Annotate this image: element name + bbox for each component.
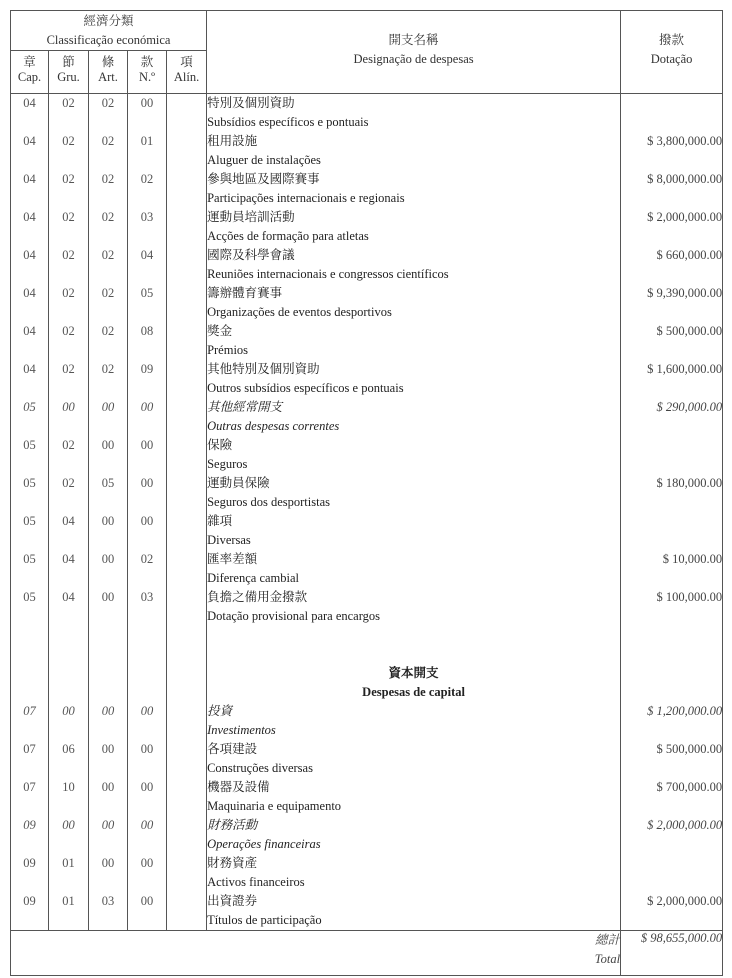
designation-zh: 特別及個別資助 xyxy=(207,96,295,110)
code-alin xyxy=(167,436,207,474)
designation-pt: Prémios xyxy=(207,343,249,357)
code-alin xyxy=(167,740,207,778)
table-row xyxy=(11,132,723,170)
code-cap: 05 xyxy=(11,436,49,474)
capital-heading xyxy=(11,626,723,702)
designation-zh: 財務資產 xyxy=(207,856,258,870)
amount-cell: $ 500,000.00 xyxy=(621,322,723,360)
code-cap: 05 xyxy=(11,588,49,626)
designation-pt: Participações internacionais e regionais xyxy=(207,191,405,205)
designation-zh: 其他經常開支 xyxy=(207,400,283,414)
designation-zh: 財務活動 xyxy=(207,818,258,832)
code-gru: 02 xyxy=(49,246,89,284)
code-gru: 02 xyxy=(49,360,89,398)
amount-cell: $ 10,000.00 xyxy=(621,550,723,588)
amount-cell xyxy=(621,854,723,892)
code-no: 00 xyxy=(128,398,167,436)
amount-cell: $ 660,000.00 xyxy=(621,246,723,284)
code-cap: 07 xyxy=(11,702,49,740)
code-no: 00 xyxy=(128,436,167,474)
code-alin xyxy=(167,474,207,512)
amount-cell: $ 100,000.00 xyxy=(621,588,723,626)
code-alin xyxy=(167,512,207,550)
code-cap: 07 xyxy=(11,778,49,816)
code-alin xyxy=(167,208,207,246)
code-no: 00 xyxy=(128,702,167,740)
designation-cell xyxy=(207,512,621,550)
designation-pt: Activos financeiros xyxy=(207,875,305,889)
code-art: 02 xyxy=(89,208,128,246)
amount-cell: $ 2,000,000.00 xyxy=(621,892,723,931)
code-alin xyxy=(167,132,207,170)
code-gru: 04 xyxy=(49,550,89,588)
code-no: 00 xyxy=(128,778,167,816)
designation-cell xyxy=(207,208,621,246)
code-art: 03 xyxy=(89,892,128,931)
designation-pt: Investimentos xyxy=(207,723,276,737)
designation-cell xyxy=(207,322,621,360)
code-no: 08 xyxy=(128,322,167,360)
designation-zh: 各項建設 xyxy=(207,742,258,756)
code-art: 00 xyxy=(89,398,128,436)
designation-cell xyxy=(207,702,621,740)
amount-cell: $ 2,000,000.00 xyxy=(621,208,723,246)
code-alin xyxy=(167,892,207,931)
header-row-top xyxy=(11,11,723,51)
table-row xyxy=(11,778,723,816)
designation-cell xyxy=(207,474,621,512)
code-gru: 00 xyxy=(49,816,89,854)
designation-zh: 機器及設備 xyxy=(207,780,270,794)
capital-section-title: 資本開支 Despesas de capital xyxy=(11,664,723,702)
classification-header: 經濟分類 Classificação económica xyxy=(11,11,207,51)
designation-cell xyxy=(207,398,621,436)
table-row xyxy=(11,284,723,322)
amount-cell xyxy=(621,512,723,550)
designation-pt: Seguros xyxy=(207,457,248,471)
code-no: 00 xyxy=(128,854,167,892)
code-art: 00 xyxy=(89,854,128,892)
code-gru: 02 xyxy=(49,322,89,360)
designation-zh: 其他特別及個別資助 xyxy=(207,362,320,376)
designation-zh: 籌辦體育賽事 xyxy=(207,286,283,300)
table-row xyxy=(11,322,723,360)
total-amount: $ 98,655,000.00 xyxy=(621,931,723,976)
col-cap-header: 章 Cap. xyxy=(11,51,49,94)
code-alin xyxy=(167,854,207,892)
table-row xyxy=(11,854,723,892)
code-no: 03 xyxy=(128,208,167,246)
amount-cell: $ 180,000.00 xyxy=(621,474,723,512)
code-gru: 00 xyxy=(49,702,89,740)
amount-header: 撥款 Dotação xyxy=(621,11,723,94)
code-cap: 04 xyxy=(11,246,49,284)
code-gru: 02 xyxy=(49,436,89,474)
code-alin xyxy=(167,94,207,133)
code-art: 00 xyxy=(89,588,128,626)
designation-pt: Outras despesas correntes xyxy=(207,419,340,433)
code-cap: 05 xyxy=(11,474,49,512)
code-art: 05 xyxy=(89,474,128,512)
code-no: 02 xyxy=(128,170,167,208)
code-alin xyxy=(167,360,207,398)
col-gru-header: 節 Gru. xyxy=(49,51,89,94)
designation-pt: Organizações de eventos desportivos xyxy=(207,305,392,319)
designation-cell xyxy=(207,816,621,854)
table-row xyxy=(11,588,723,626)
table-row xyxy=(11,512,723,550)
code-gru: 02 xyxy=(49,474,89,512)
code-cap: 05 xyxy=(11,512,49,550)
col-art-header: 條 Art. xyxy=(89,51,128,94)
amount-cell: $ 2,000,000.00 xyxy=(621,816,723,854)
capital-expenses-rows xyxy=(11,702,723,931)
designation-pt: Diferença cambial xyxy=(207,571,300,585)
col-no-header: 款 N.º xyxy=(128,51,167,94)
code-alin xyxy=(167,170,207,208)
code-cap: 09 xyxy=(11,816,49,854)
code-gru: 01 xyxy=(49,892,89,931)
designation-pt: Acções de formação para atletas xyxy=(207,229,369,243)
code-art: 02 xyxy=(89,246,128,284)
code-cap: 04 xyxy=(11,132,49,170)
code-gru: 00 xyxy=(49,398,89,436)
designation-pt: Títulos de participação xyxy=(207,913,322,927)
code-alin xyxy=(167,246,207,284)
code-alin xyxy=(167,588,207,626)
designation-cell xyxy=(207,550,621,588)
code-no: 00 xyxy=(128,474,167,512)
table-row xyxy=(11,436,723,474)
designation-cell xyxy=(207,778,621,816)
code-no: 03 xyxy=(128,588,167,626)
amount-cell: $ 1,600,000.00 xyxy=(621,360,723,398)
code-cap: 05 xyxy=(11,398,49,436)
code-no: 04 xyxy=(128,246,167,284)
table-row xyxy=(11,892,723,931)
code-art: 02 xyxy=(89,94,128,133)
designation-pt: Maquinaria e equipamento xyxy=(207,799,342,813)
code-no: 00 xyxy=(128,512,167,550)
table-row xyxy=(11,474,723,512)
code-cap: 04 xyxy=(11,170,49,208)
amount-cell xyxy=(621,436,723,474)
code-no: 00 xyxy=(128,94,167,133)
code-cap: 07 xyxy=(11,740,49,778)
amount-cell: $ 1,200,000.00 xyxy=(621,702,723,740)
designation-zh: 運動員保險 xyxy=(207,476,270,490)
amount-cell: $ 8,000,000.00 xyxy=(621,170,723,208)
designation-pt: Reuniões internacionais e congressos científicos xyxy=(207,267,449,281)
code-no: 05 xyxy=(128,284,167,322)
designation-zh: 投資 xyxy=(207,704,233,718)
code-alin xyxy=(167,398,207,436)
code-gru: 02 xyxy=(49,170,89,208)
code-gru: 04 xyxy=(49,512,89,550)
amount-cell xyxy=(621,94,723,133)
designation-cell xyxy=(207,588,621,626)
table-row xyxy=(11,702,723,740)
code-cap: 04 xyxy=(11,360,49,398)
code-gru: 10 xyxy=(49,778,89,816)
table-row xyxy=(11,550,723,588)
col-alin-header: 項 Alín. xyxy=(167,51,207,94)
designation-pt: Construções diversas xyxy=(207,761,313,775)
code-cap: 09 xyxy=(11,854,49,892)
code-art: 02 xyxy=(89,170,128,208)
code-no: 00 xyxy=(128,740,167,778)
designation-cell xyxy=(207,360,621,398)
designation-pt: Seguros dos desportistas xyxy=(207,495,330,509)
budget-table xyxy=(10,10,723,976)
code-art: 02 xyxy=(89,132,128,170)
code-alin xyxy=(167,550,207,588)
code-no: 01 xyxy=(128,132,167,170)
code-no: 09 xyxy=(128,360,167,398)
designation-cell xyxy=(207,892,621,931)
code-cap: 04 xyxy=(11,208,49,246)
code-alin xyxy=(167,778,207,816)
table-row xyxy=(11,94,723,133)
designation-pt: Aluguer de instalações xyxy=(207,153,321,167)
code-art: 02 xyxy=(89,284,128,322)
current-expenses-rows xyxy=(11,94,723,627)
designation-cell xyxy=(207,854,621,892)
designation-zh: 匯率差額 xyxy=(207,552,258,566)
code-art: 00 xyxy=(89,778,128,816)
designation-header: 開支名稱 Designação de despesas xyxy=(207,11,621,94)
designation-zh: 參與地區及國際賽事 xyxy=(207,172,320,186)
code-alin xyxy=(167,816,207,854)
designation-pt: Subsídios específicos e pontuais xyxy=(207,115,369,129)
table-row xyxy=(11,740,723,778)
designation-zh: 運動員培訓活動 xyxy=(207,210,295,224)
designation-zh: 租用設施 xyxy=(207,134,258,148)
code-gru: 02 xyxy=(49,284,89,322)
code-art: 00 xyxy=(89,702,128,740)
table-row xyxy=(11,170,723,208)
table-row xyxy=(11,398,723,436)
amount-cell: $ 290,000.00 xyxy=(621,398,723,436)
code-art: 00 xyxy=(89,436,128,474)
code-cap: 09 xyxy=(11,892,49,931)
designation-cell xyxy=(207,246,621,284)
code-gru: 04 xyxy=(49,588,89,626)
designation-pt: Dotação provisional para encargos xyxy=(207,609,381,623)
code-alin xyxy=(167,322,207,360)
code-art: 00 xyxy=(89,512,128,550)
amount-cell: $ 3,800,000.00 xyxy=(621,132,723,170)
code-cap: 04 xyxy=(11,322,49,360)
code-cap: 05 xyxy=(11,550,49,588)
code-art: 00 xyxy=(89,550,128,588)
code-art: 00 xyxy=(89,816,128,854)
table-row xyxy=(11,246,723,284)
code-art: 02 xyxy=(89,360,128,398)
code-art: 00 xyxy=(89,740,128,778)
designation-zh: 出資證券 xyxy=(207,894,258,908)
total-row: 總計 Total $ 98,655,000.00 xyxy=(11,931,723,976)
designation-cell xyxy=(207,94,621,133)
code-no: 02 xyxy=(128,550,167,588)
amount-cell: $ 700,000.00 xyxy=(621,778,723,816)
designation-zh: 獎金 xyxy=(207,324,233,338)
code-gru: 01 xyxy=(49,854,89,892)
designation-cell xyxy=(207,436,621,474)
code-cap: 04 xyxy=(11,284,49,322)
code-gru: 02 xyxy=(49,208,89,246)
code-alin xyxy=(167,702,207,740)
code-gru: 02 xyxy=(49,94,89,133)
amount-cell: $ 500,000.00 xyxy=(621,740,723,778)
designation-cell xyxy=(207,170,621,208)
designation-zh: 負擔之備用金撥款 xyxy=(207,590,308,604)
code-cap: 04 xyxy=(11,94,49,133)
designation-cell xyxy=(207,740,621,778)
code-art: 02 xyxy=(89,322,128,360)
code-gru: 06 xyxy=(49,740,89,778)
designation-zh: 雜項 xyxy=(207,514,233,528)
table-row xyxy=(11,208,723,246)
designation-pt: Outros subsídios específicos e pontuais xyxy=(207,381,404,395)
designation-zh: 保險 xyxy=(207,438,233,452)
code-no: 00 xyxy=(128,892,167,931)
amount-cell: $ 9,390,000.00 xyxy=(621,284,723,322)
table-row xyxy=(11,360,723,398)
designation-pt: Diversas xyxy=(207,533,251,547)
designation-pt: Operações financeiras xyxy=(207,837,321,851)
code-alin xyxy=(167,284,207,322)
table-row xyxy=(11,816,723,854)
designation-zh: 國際及科學會議 xyxy=(207,248,295,262)
code-no: 00 xyxy=(128,816,167,854)
designation-cell xyxy=(207,284,621,322)
designation-cell xyxy=(207,132,621,170)
code-gru: 02 xyxy=(49,132,89,170)
